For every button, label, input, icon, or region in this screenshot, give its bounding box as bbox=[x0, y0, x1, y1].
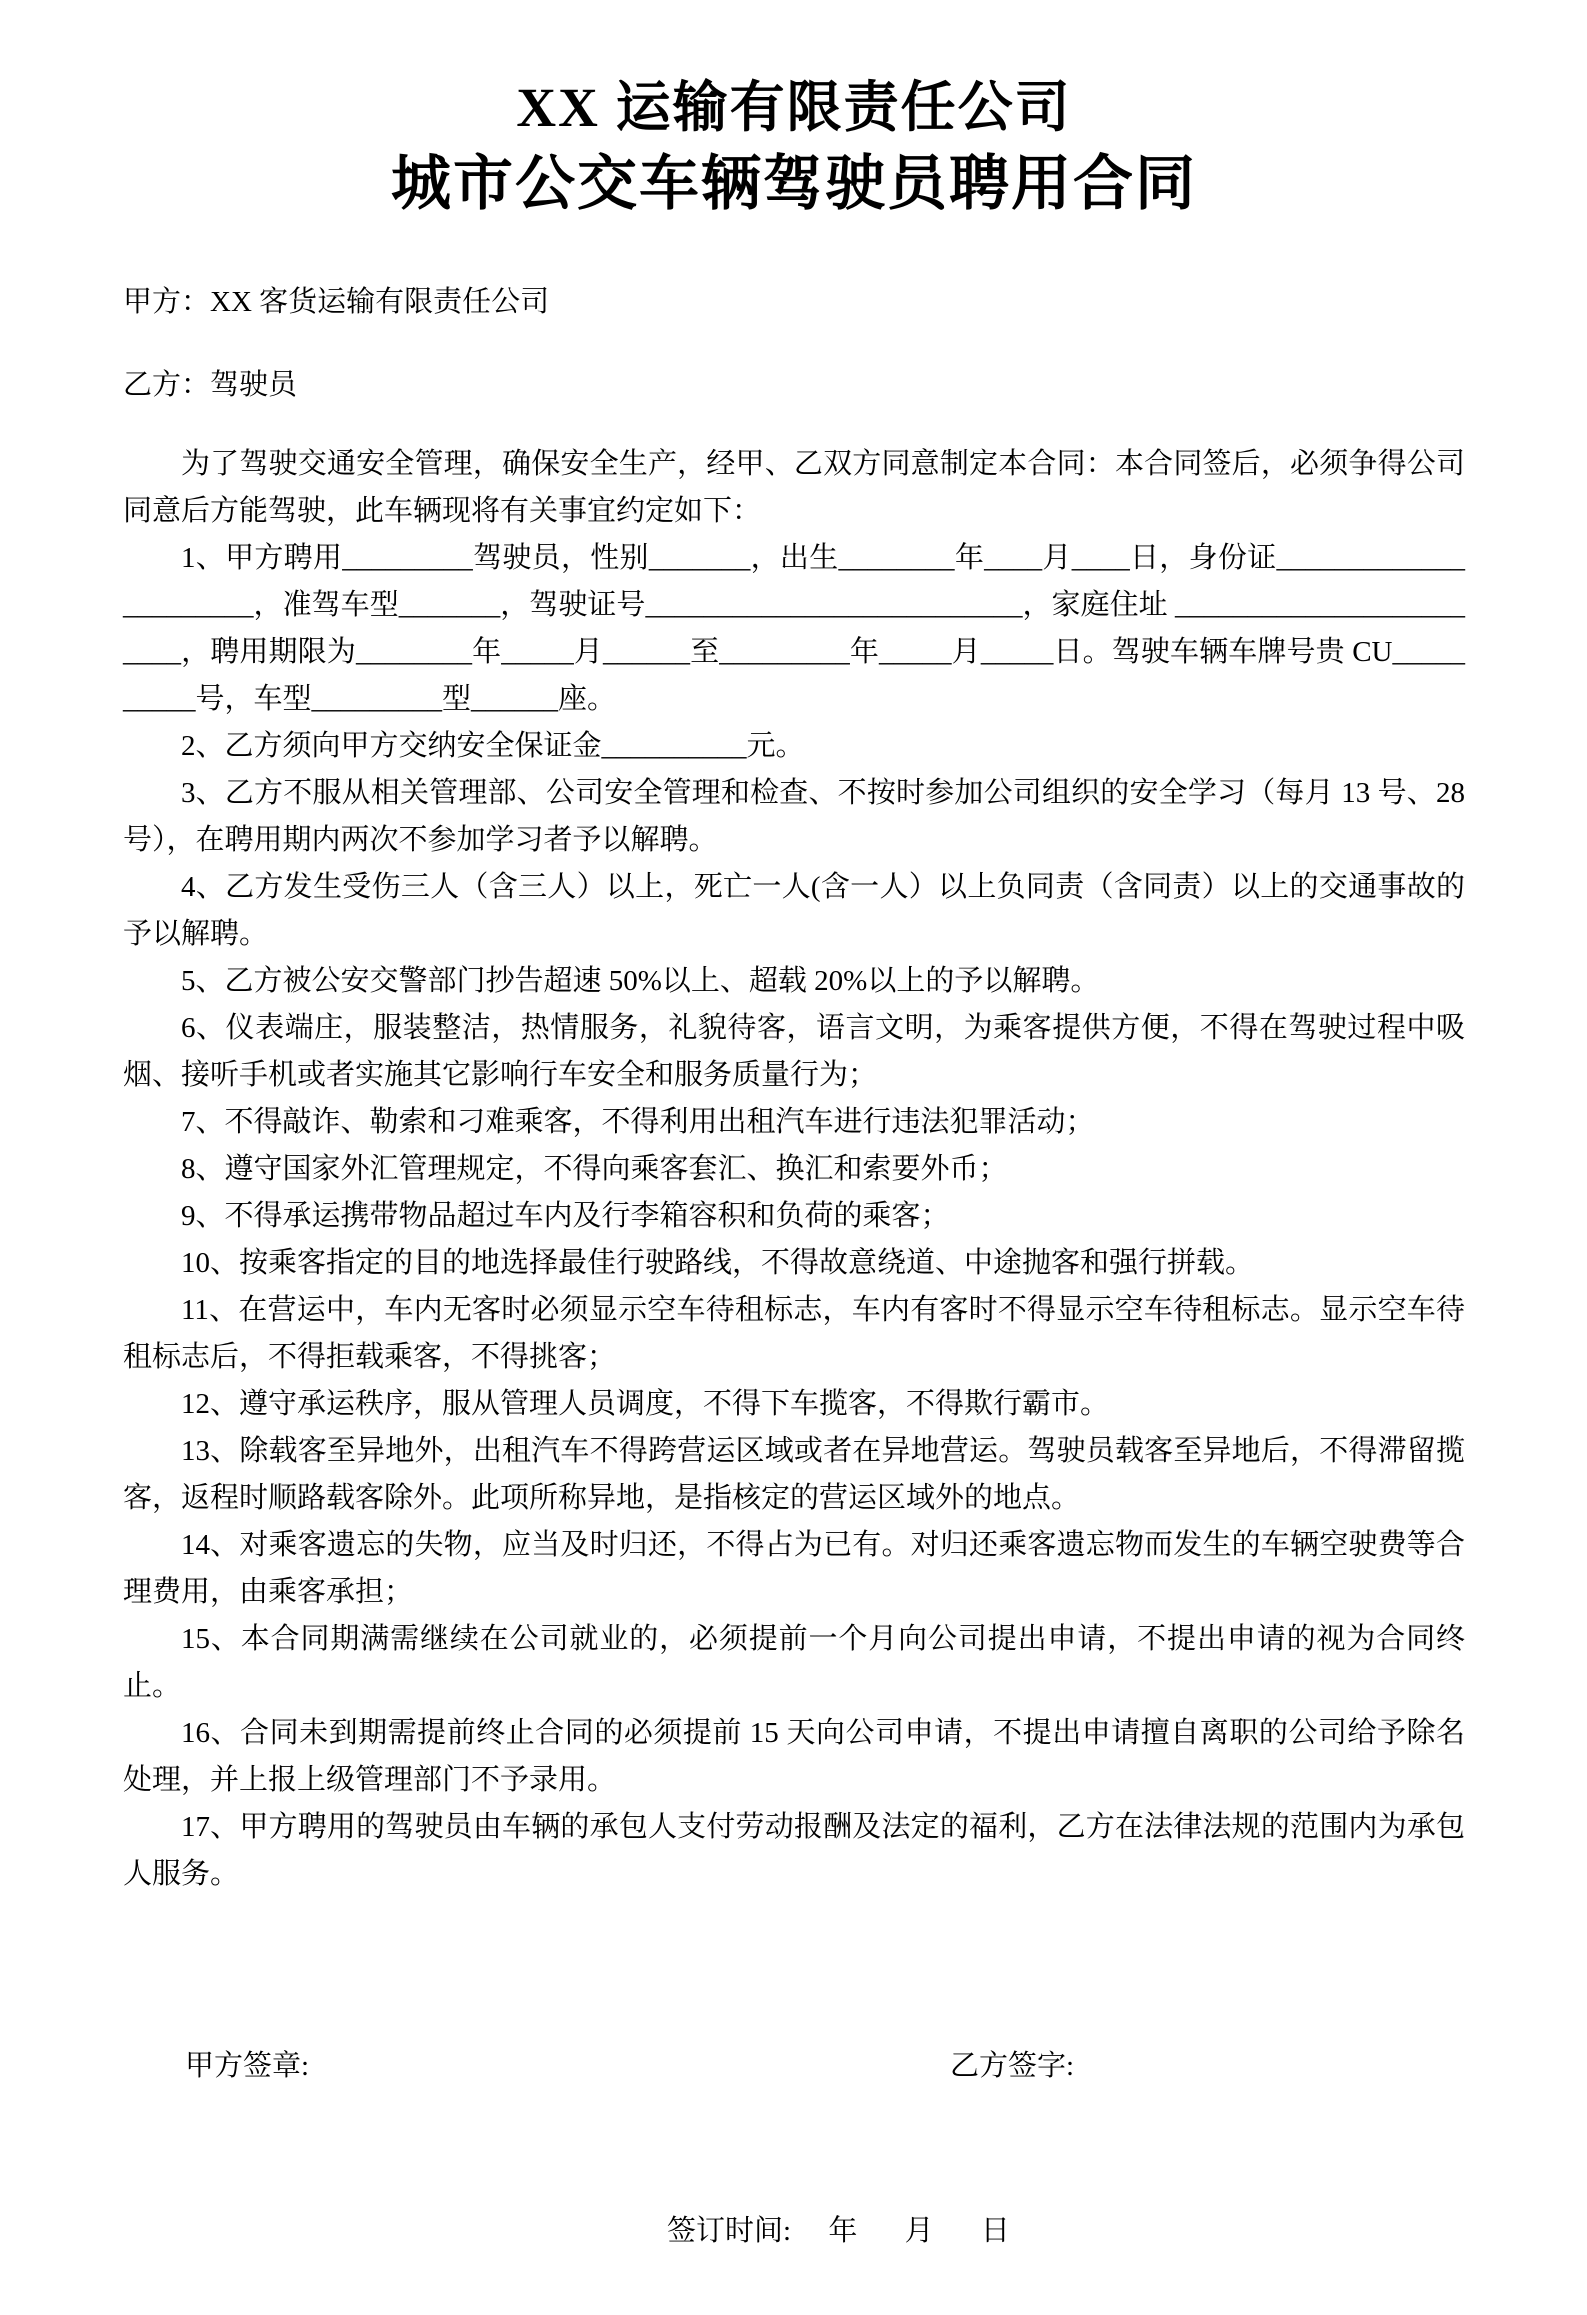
party-b-line: 乙方：驾驶员 bbox=[123, 369, 298, 401]
contract-title: 城市公交车辆驾驶员聘用合同 bbox=[391, 151, 1197, 217]
clause-2: 2、乙方须向甲方交纳安全保证金__________元。 bbox=[181, 730, 805, 762]
clause-10: 10、按乘客指定的目的地选择最佳行驶路线，不得故意绕道、中途抛客和强行拼载。 bbox=[181, 1247, 1255, 1279]
intro-paragraph: 为了驾驶交通安全管理，确保安全生产，经甲、乙双方同意制定本合同：本合同签后，必须争得公司同意后方能驾驶，此车辆现将有关事宜约定如下： bbox=[123, 448, 1465, 527]
company-title: XX 运输有限责任公司 bbox=[516, 77, 1072, 138]
month-label: 月 bbox=[904, 2215, 934, 2247]
party-a-line: 甲方：XX 客货运输有限责任公司 bbox=[123, 286, 550, 318]
party-a-signature-label: 甲方签章: bbox=[185, 2050, 310, 2082]
clause-12: 12、遵守承运秩序，服从管理人员调度，不得下车揽客，不得欺行霸市。 bbox=[181, 1388, 1110, 1420]
clause-15: 15、本合同期满需继续在公司就业的，必须提前一个月向公司提出申请，不提出申请的视为合同终止。 bbox=[123, 1623, 1465, 1702]
party-b-signature-label: 乙方签字: bbox=[950, 2050, 1075, 2082]
contract-body bbox=[123, 441, 1465, 1898]
clause-8: 8、遵守国家外汇管理规定，不得向乘客套汇、换汇和索要外币； bbox=[181, 1153, 1008, 1185]
signature-row bbox=[123, 2043, 1465, 2090]
clause-7: 7、不得敲诈、勒索和刁难乘客，不得利用出租汽车进行违法犯罪活动； bbox=[181, 1106, 1095, 1138]
sign-time-label: 签订时间: bbox=[667, 2215, 792, 2247]
sign-time-row bbox=[123, 2208, 1465, 2255]
clause-16: 16、合同未到期需提前终止合同的必须提前 15 天向公司申请，不提出申请擅自离职的公司给予除名处理，并上报上级管理部门不予录用。 bbox=[123, 1717, 1465, 1796]
clause-14: 14、对乘客遗忘的失物，应当及时归还，不得占为已有。对归还乘客遗忘物而发生的车辆空驶费等合理费用，由乘客承担； bbox=[123, 1529, 1465, 1608]
clause-17: 17、甲方聘用的驾驶员由车辆的承包人支付劳动报酬及法定的福利，乙方在法律法规的范围内为承包人服务。 bbox=[123, 1811, 1465, 1890]
year-label: 年 bbox=[828, 2215, 858, 2247]
clause-3: 3、乙方不服从相关管理部、公司安全管理和检查、不按时参加公司组织的安全学习（每月 13 号、28 号），在聘用期内两次不参加学习者予以解聘。 bbox=[123, 777, 1465, 856]
day-label: 日 bbox=[980, 2215, 1010, 2247]
clause-1: 1、甲方聘用_________驾驶员，性别_______，出生________年____月____日，身份证______________________，准驾车型_______，驾驶证号__________________________，家庭住址 ________________________，聘用期限为________年_____月______至_________年_____月_____日。驾驶车辆车牌号贵 CU__________号，车型_________型______座。 bbox=[123, 542, 1465, 715]
clause-5: 5、乙方被公安交警部门抄告超速 50%以上、超载 20%以上的予以解聘。 bbox=[181, 965, 1100, 997]
clause-13: 13、除载客至异地外，出租汽车不得跨营运区域或者在异地营运。驾驶员载客至异地后，不得滞留揽客，返程时顺路载客除外。此项所称异地，是指核定的营运区域外的地点。 bbox=[123, 1435, 1465, 1514]
clause-11: 11、在营运中，车内无客时必须显示空车待租标志，车内有客时不得显示空车待租标志。显示空车待租标志后，不得拒载乘客，不得挑客； bbox=[123, 1294, 1465, 1373]
clause-6: 6、仪表端庄，服装整洁，热情服务，礼貌待客，语言文明，为乘客提供方便，不得在驾驶过程中吸烟、接听手机或者实施其它影响行车安全和服务质量行为； bbox=[123, 1012, 1465, 1091]
clause-4: 4、乙方发生受伤三人（含三人）以上，死亡一人(含一人）以上负同责（含同责）以上的交通事故的予以解聘。 bbox=[123, 871, 1465, 950]
clause-9: 9、不得承运携带物品超过车内及行李箱容积和负荷的乘客； bbox=[181, 1200, 950, 1232]
